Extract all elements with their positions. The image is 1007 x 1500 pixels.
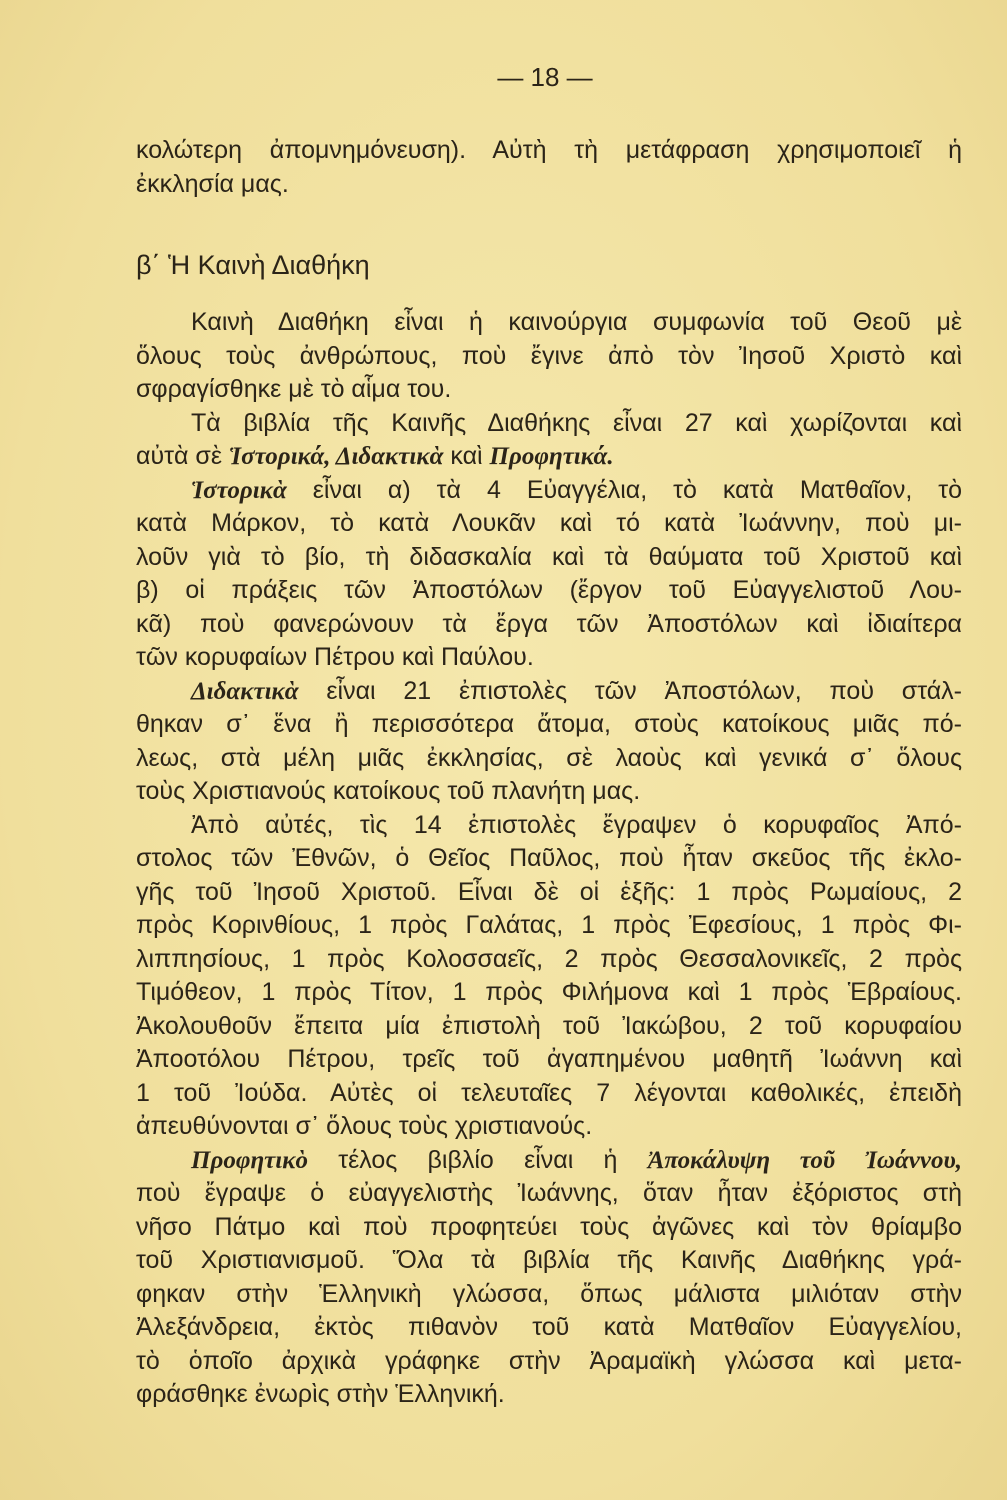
text-line (136, 133, 962, 167)
text-line (136, 975, 962, 1009)
text-segment: εἶναι 21 ἐπιστολὲς τῶν Ἀποστόλων, ποὺ στάλ- (298, 676, 962, 705)
text-line (136, 1176, 962, 1210)
text-line (136, 372, 962, 406)
text-segment: λοῦν γιὰ τὸ βίο, τὴ διδασκαλία καὶ τὰ θαύματα τοῦ Χριστοῦ καὶ (136, 542, 962, 571)
text-line (136, 607, 962, 641)
text-line (136, 506, 962, 540)
text-segment: Τὰ βιβλία τῆς Καινῆς Διαθήκης εἶναι 27 καὶ χωρίζονται καὶ (191, 408, 962, 437)
text-segment: ἀπευθύνονται σ᾿ ὅλους τοὺς χριστιανούς. (136, 1112, 593, 1140)
text-line (136, 875, 962, 909)
text-line (136, 640, 962, 674)
text-line (136, 339, 962, 373)
text-segment: 1 τοῦ Ἰούδα. Αὐτὲς οἱ τελευταῖες 7 λέγονται καθολικές, ἐπειδὴ (136, 1078, 962, 1107)
text-line (136, 540, 962, 574)
text-line (136, 1109, 962, 1143)
emphasized-term: Ἱστορικά, Διδακτικὰ (228, 443, 444, 470)
text-segment: κᾶ) ποὺ φανερώνουν τὰ ἔργα τῶν Ἀποστόλων καὶ ἰδιαίτερα (136, 609, 962, 638)
text-line (136, 1076, 962, 1110)
text-segment: Ἀπὸ αὐτές, τὶς 14 ἐπιστολὲς ἔγραψεν ὁ κορυφαῖος Ἀπό- (191, 810, 962, 839)
text-segment: τοῦ Χριστιανισμοῦ. Ὅλα τὰ βιβλία τῆς Καινῆς Διαθήκης γρά- (136, 1246, 962, 1274)
text-segment: θηκαν σ᾿ ἕνα ἢ περισσότερα ἄτομα, στοὺς κατοίκους μιᾶς πό- (136, 710, 962, 738)
text-segment: σφραγίσθηκε μὲ τὸ αἷμα του. (136, 375, 452, 403)
text-line (136, 1377, 962, 1411)
text-line (136, 674, 962, 708)
text-line (136, 406, 962, 440)
emphasized-term: Ἱστορικὰ (191, 476, 287, 504)
text-line (136, 1042, 962, 1076)
text-segment: Καινὴ Διαθήκη εἶναι ἡ καινούργια συμφωνία τοῦ Θεοῦ μὲ (191, 308, 962, 336)
emphasized-term: Προφητικά. (489, 443, 614, 470)
text-line (136, 1277, 962, 1311)
text-line (136, 1210, 962, 1244)
text-segment: εἶναι α) τὰ 4 Εὐαγγέλια, τὸ κατὰ Ματθαῖον, τὸ (286, 475, 962, 504)
text-line (136, 573, 962, 607)
text-segment: Ἀλεξάνδρεια, ἐκτὸς πιθανὸν τοῦ κατὰ Ματθαῖον Εὐαγγελίου, (136, 1313, 962, 1341)
text-line (136, 305, 962, 339)
text-segment: λεως, στὰ μέλη μιᾶς ἐκκλησίας, σὲ λαοὺς καὶ γενικά σ᾿ ὅλους (136, 743, 962, 772)
text-line (136, 1143, 962, 1177)
section-heading: β΄ Ἡ Καινὴ Διαθήκη (136, 250, 370, 280)
text-segment: β) οἱ πράξεις τῶν Ἀποστόλων (ἔργον τοῦ Εὐαγγελιστοῦ Λου- (136, 576, 962, 604)
text-line (136, 741, 962, 775)
text-line (136, 1009, 962, 1043)
emphasized-term: Διδακτικὰ (191, 677, 299, 705)
text-segment: Ἀκολουθοῦν ἔπειτα μία ἐπιστολὴ τοῦ Ἰακώβου, 2 τοῦ κορυφαίου (136, 1011, 962, 1040)
text-segment: λιππησίους, 1 πρὸς Κολοσσαεῖς, 2 πρὸς Θεσσαλονικεῖς, 2 πρὸς (136, 944, 962, 973)
text-segment: καὶ (443, 442, 490, 470)
text-segment: τῶν κορυφαίων Πέτρου καὶ Παύλου. (136, 643, 534, 671)
text-segment: γῆς τοῦ Ἰησοῦ Χριστοῦ. Εἶναι δὲ οἱ ἑξῆς: 1 πρὸς Ρωμαίους, 2 (136, 877, 962, 906)
text-segment: κατὰ Μάρκον, τὸ κατὰ Λουκᾶν καὶ τό κατὰ Ἰωάννην, ποὺ μι- (136, 509, 962, 537)
text-segment: τέλος βιβλίο εἶναι ἡ (307, 1145, 648, 1174)
text-line (136, 707, 962, 741)
text-line (136, 167, 962, 201)
text-line (136, 942, 962, 976)
text-segment: ὅλους τοὺς ἀνθρώπους, ποὺ ἔγινε ἀπὸ τὸν Ἰησοῦ Χριστὸ καὶ (136, 341, 962, 370)
text-segment: στολος τῶν Ἐθνῶν, ὁ Θεῖος Παῦλος, ποὺ ἦταν σκεῦος τῆς ἐκλο- (136, 844, 962, 872)
text-line (136, 774, 962, 808)
text-segment: Τιμόθεον, 1 πρὸς Τίτον, 1 πρὸς Φιλήμονα καὶ 1 πρὸς Ἑβραίους. (136, 978, 962, 1006)
text-segment: Ἀποοτόλου Πέτρου, τρεῖς τοῦ ἀγαπημένου μαθητῆ Ἰωάννη καὶ (136, 1045, 962, 1073)
text-segment: κολώτερη ἀπομνημόνευση). Αὐτὴ τὴ μετάφραση χρησιμοποιεῖ ἡ (136, 136, 962, 164)
text-line (136, 1243, 962, 1277)
text-line (136, 1310, 962, 1344)
emphasized-term: Προφητικὸ (191, 1146, 308, 1174)
text-line (136, 808, 962, 842)
text-segment: τοὺς Χριστιανούς κατοίκους τοῦ πλανήτη μας. (136, 777, 641, 805)
text-line (136, 1344, 962, 1378)
page-number: — 18 — (497, 62, 593, 92)
emphasized-term: Ἀποκάλυψη τοῦ Ἰωάννου, (647, 1146, 962, 1174)
text-segment: φράσθηκε ἐνωρὶς στὴν Ἑλληνική. (136, 1380, 505, 1408)
text-segment: αὐτὰ σὲ (136, 442, 229, 470)
text-line (136, 473, 962, 507)
text-line (136, 908, 962, 942)
text-line (136, 841, 962, 875)
text-segment: τὸ ὁποῖο ἀρχικὰ γράφηκε στὴν Ἀραμαϊκὴ γλώσσα καὶ μετα- (136, 1346, 962, 1375)
text-segment: νῆσο Πάτμο καὶ ποὺ προφητεύει τοὺς ἀγῶνες καὶ τὸν θρίαμβο (136, 1212, 962, 1241)
text-segment: ἐκκλησία μας. (136, 170, 289, 198)
text-segment: φηκαν στὴν Ἑλληνικὴ γλώσσα, ὅπως μάλιστα μιλιόταν στὴν (136, 1279, 962, 1308)
text-line (136, 439, 962, 473)
text-segment: πρὸς Κορινθίους, 1 πρὸς Γαλάτας, 1 πρὸς Ἐφεσίους, 1 πρὸς Φι- (136, 911, 962, 939)
text-segment: ποὺ ἔγραψε ὁ εὐαγγελιστὴς Ἰωάννης, ὅταν ἦταν ἐξόριστος στὴ (136, 1179, 962, 1207)
